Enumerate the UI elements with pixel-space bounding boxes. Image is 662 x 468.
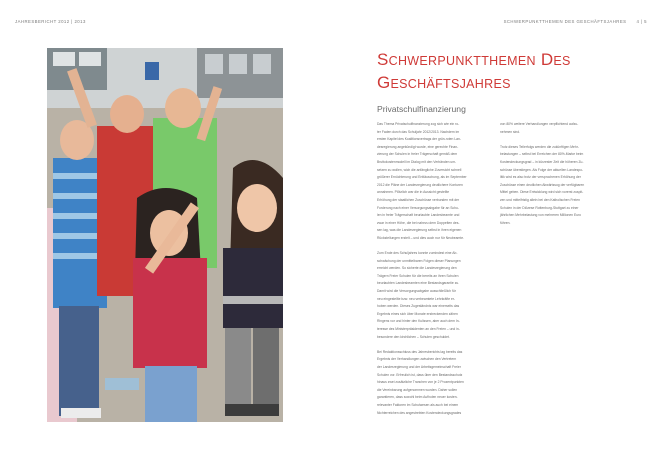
body-line: ter Faden durch das Schuljahr 2012/2013. Nachdem im xyxy=(377,129,460,134)
body-line: Schulen vor. Erfreulich ist, dass über den Bestandsschutz xyxy=(377,372,463,377)
running-header-title: SCHWERPUNKTTHEMEN DES GESCHÄFTSJAHRES xyxy=(503,19,627,24)
body-line: beurlaubten Landesbeamten eine Bestandsgarantie zu. xyxy=(377,281,460,286)
page-number: 4 | 5 xyxy=(636,19,647,24)
body-line: Ringens vor und hinter den Kulissen, aber auch dem In- xyxy=(377,319,460,324)
body-line: teresse des Ministerpräsidenten an den Freien – und in- xyxy=(377,327,460,332)
body-line: Trägern Freier Schulen für die bereits an ihren Schulen xyxy=(377,273,459,278)
body-line: die Vereinbarung aufgenommen wurden. Daher sollen xyxy=(377,387,458,392)
body-paragraph xyxy=(377,121,488,243)
page-title-line-2: GESCHÄFTSJAHRES xyxy=(377,73,511,92)
photo-sign xyxy=(145,62,159,80)
body-line: größerer Ernüchterung und Enttäuschung, als im September xyxy=(377,175,467,180)
body-line: jährlichen Mehrbelastung von mehreren Millionen Euro xyxy=(500,213,582,218)
photo-stripe xyxy=(223,296,283,304)
body-line: Zuschüsse einen deutlichen Abwärtssog der verfügbaren xyxy=(500,182,585,187)
body-line: Rückstellungen erzielt – und dies auch nur für Neubeamte. xyxy=(377,235,464,240)
body-line: zierung der Schulen in freier Trägerschaft gemäß dem xyxy=(377,152,458,157)
group-photo xyxy=(47,48,283,422)
body-line: annahmen. Plötzlich war die in Aussicht gestellte xyxy=(377,190,450,195)
body-line: schwächung der unmittelbaren Folgen dieser Planungen xyxy=(377,258,461,263)
body-line: Schulen in der Diözese Rottenburg-Stuttgart zu einer xyxy=(500,205,579,210)
body-line: zen und mittelfristig allein bei den Katholischen Freien xyxy=(500,197,580,202)
photo-legging xyxy=(225,328,251,408)
body-line: garantieren, dass sowohl beim Aufholen neuer kosten- xyxy=(377,395,458,400)
page-title-line-1: SCHWERPUNKTTHEMEN DES xyxy=(377,50,571,69)
body-line: neu eingestellte bzw. neu verbeamtete Lehrkräfte er- xyxy=(377,296,456,301)
body-line: erreicht werden. So sicherte die Landesregierung den xyxy=(377,266,457,271)
body-line: hinaus zwei zusätzliche Tranchen von je 2 Prozentpunkten xyxy=(377,380,464,385)
body-line: Nichterreichen des angestrebten Kostendeckungsgrades xyxy=(377,410,462,415)
body-line: Erhöhung der staatlichen Zuschüsse verbunden mit der xyxy=(377,197,460,202)
body-line: der Landesregierung und der Arbeitsgemeinschaft Freier xyxy=(377,365,461,369)
photo-jeans xyxy=(145,366,197,422)
body-line: nehmen sind. xyxy=(500,129,521,134)
body-line: belastungen – selbst bei Erreichen der 80%-Marke beim xyxy=(500,152,584,157)
body-line: hoben werden. Dieses Zugeständnis war einerseits das xyxy=(377,304,460,309)
body-line: setzen zu wollen, wich die anfängliche Zuversicht schnell xyxy=(377,167,462,172)
body-line: len in freier Trägerschaft beurlaubte Landesbeamte und xyxy=(377,213,460,218)
body-line: sen lag, was die Landesregierung selbst in ihren eigenen xyxy=(377,228,462,233)
body-line: Bruttokostenmodell im Dialog mit den Verbänden um- xyxy=(377,159,457,164)
body-line: 2012 die Pläne der Landesregierung deutlichere Konturen xyxy=(377,182,463,187)
photo-face xyxy=(165,88,201,128)
photo-window xyxy=(79,52,101,66)
body-line: ersten Kapitel des Koalitionsvertrags der grün-roten Lan- xyxy=(377,137,462,142)
text-column-2 xyxy=(500,121,613,235)
body-line: Damit wird die Versorgungsabgabe ausschließlich für xyxy=(377,289,456,294)
running-header-left: JAHRESBERICHT 2012 | 2013 xyxy=(15,19,86,24)
photo-face xyxy=(237,184,277,232)
body-paragraph xyxy=(377,250,488,341)
photo-shoes xyxy=(61,408,101,418)
body-line: Forderung nach einer Versorgungsabgabe für an Schu- xyxy=(377,205,459,210)
photo-window xyxy=(53,52,75,66)
body-line: litik wird es also trotz der versprochenen Erhöhung der xyxy=(500,175,581,180)
photo-kid xyxy=(223,248,283,328)
photo-jeans xyxy=(59,306,99,416)
body-line: Ergebnis eines sich über Monate erstreckenden zähen xyxy=(377,311,458,316)
section-subtitle: Privatschulfinanzierung xyxy=(377,104,466,114)
body-line: besondere den kirchlichen – Schulen geschuldet. xyxy=(377,334,450,339)
body-line: relevanter Faktoren im Schulwesen als auch bei einem xyxy=(377,402,459,407)
page-title xyxy=(377,49,627,95)
photo-shoes xyxy=(105,378,139,390)
body-line: Ergebnis der Verhandlungen zwischen den Vertretern xyxy=(377,357,457,362)
body-line: Mittel geben. Diese Entwicklung wird sich vorerst zuspit- xyxy=(500,190,584,195)
photo-kid xyxy=(133,258,207,368)
body-line: Bei Redaktionsschluss des Jahresberichts lag bereits das xyxy=(377,349,463,354)
body-line: desregierung angekündigt wurde, eine gerechte Finan- xyxy=(377,144,459,149)
body-paragraph xyxy=(500,144,613,228)
body-line: Trotz dieses Teilerfolgs werden die zukünftigen Mehr- xyxy=(500,144,579,149)
photo-window xyxy=(205,54,223,74)
photo-window xyxy=(229,54,247,74)
body-line: Zum Ende des Schuljahres konnte zumindest eine Ab- xyxy=(377,251,458,256)
body-paragraph xyxy=(500,121,613,136)
body-line: schüsse überstiegen. Als Folge der aktuellen Landespo- xyxy=(500,167,584,172)
body-line: führen. xyxy=(500,220,511,225)
photo-window xyxy=(253,54,271,74)
text-column-1 xyxy=(377,121,488,425)
body-line: zwar in einer Höhe, die bei nahezu dem Doppelten des- xyxy=(377,220,460,225)
body-paragraph xyxy=(377,349,488,417)
running-header-right xyxy=(504,19,647,24)
body-line: von 80% weitere Verhandlungen verpflichtend aufzu- xyxy=(500,122,579,126)
photo-shoes xyxy=(225,404,279,416)
body-line: Kostendeckungsgrad – in kürzester Zeit die höheren Zu- xyxy=(500,159,584,164)
body-line: Das Thema Privatschulfinanzierung zog sich wie ein ro- xyxy=(377,122,460,126)
photo-legging xyxy=(253,328,279,408)
photo-face xyxy=(110,95,144,133)
photo-icon xyxy=(47,48,283,422)
